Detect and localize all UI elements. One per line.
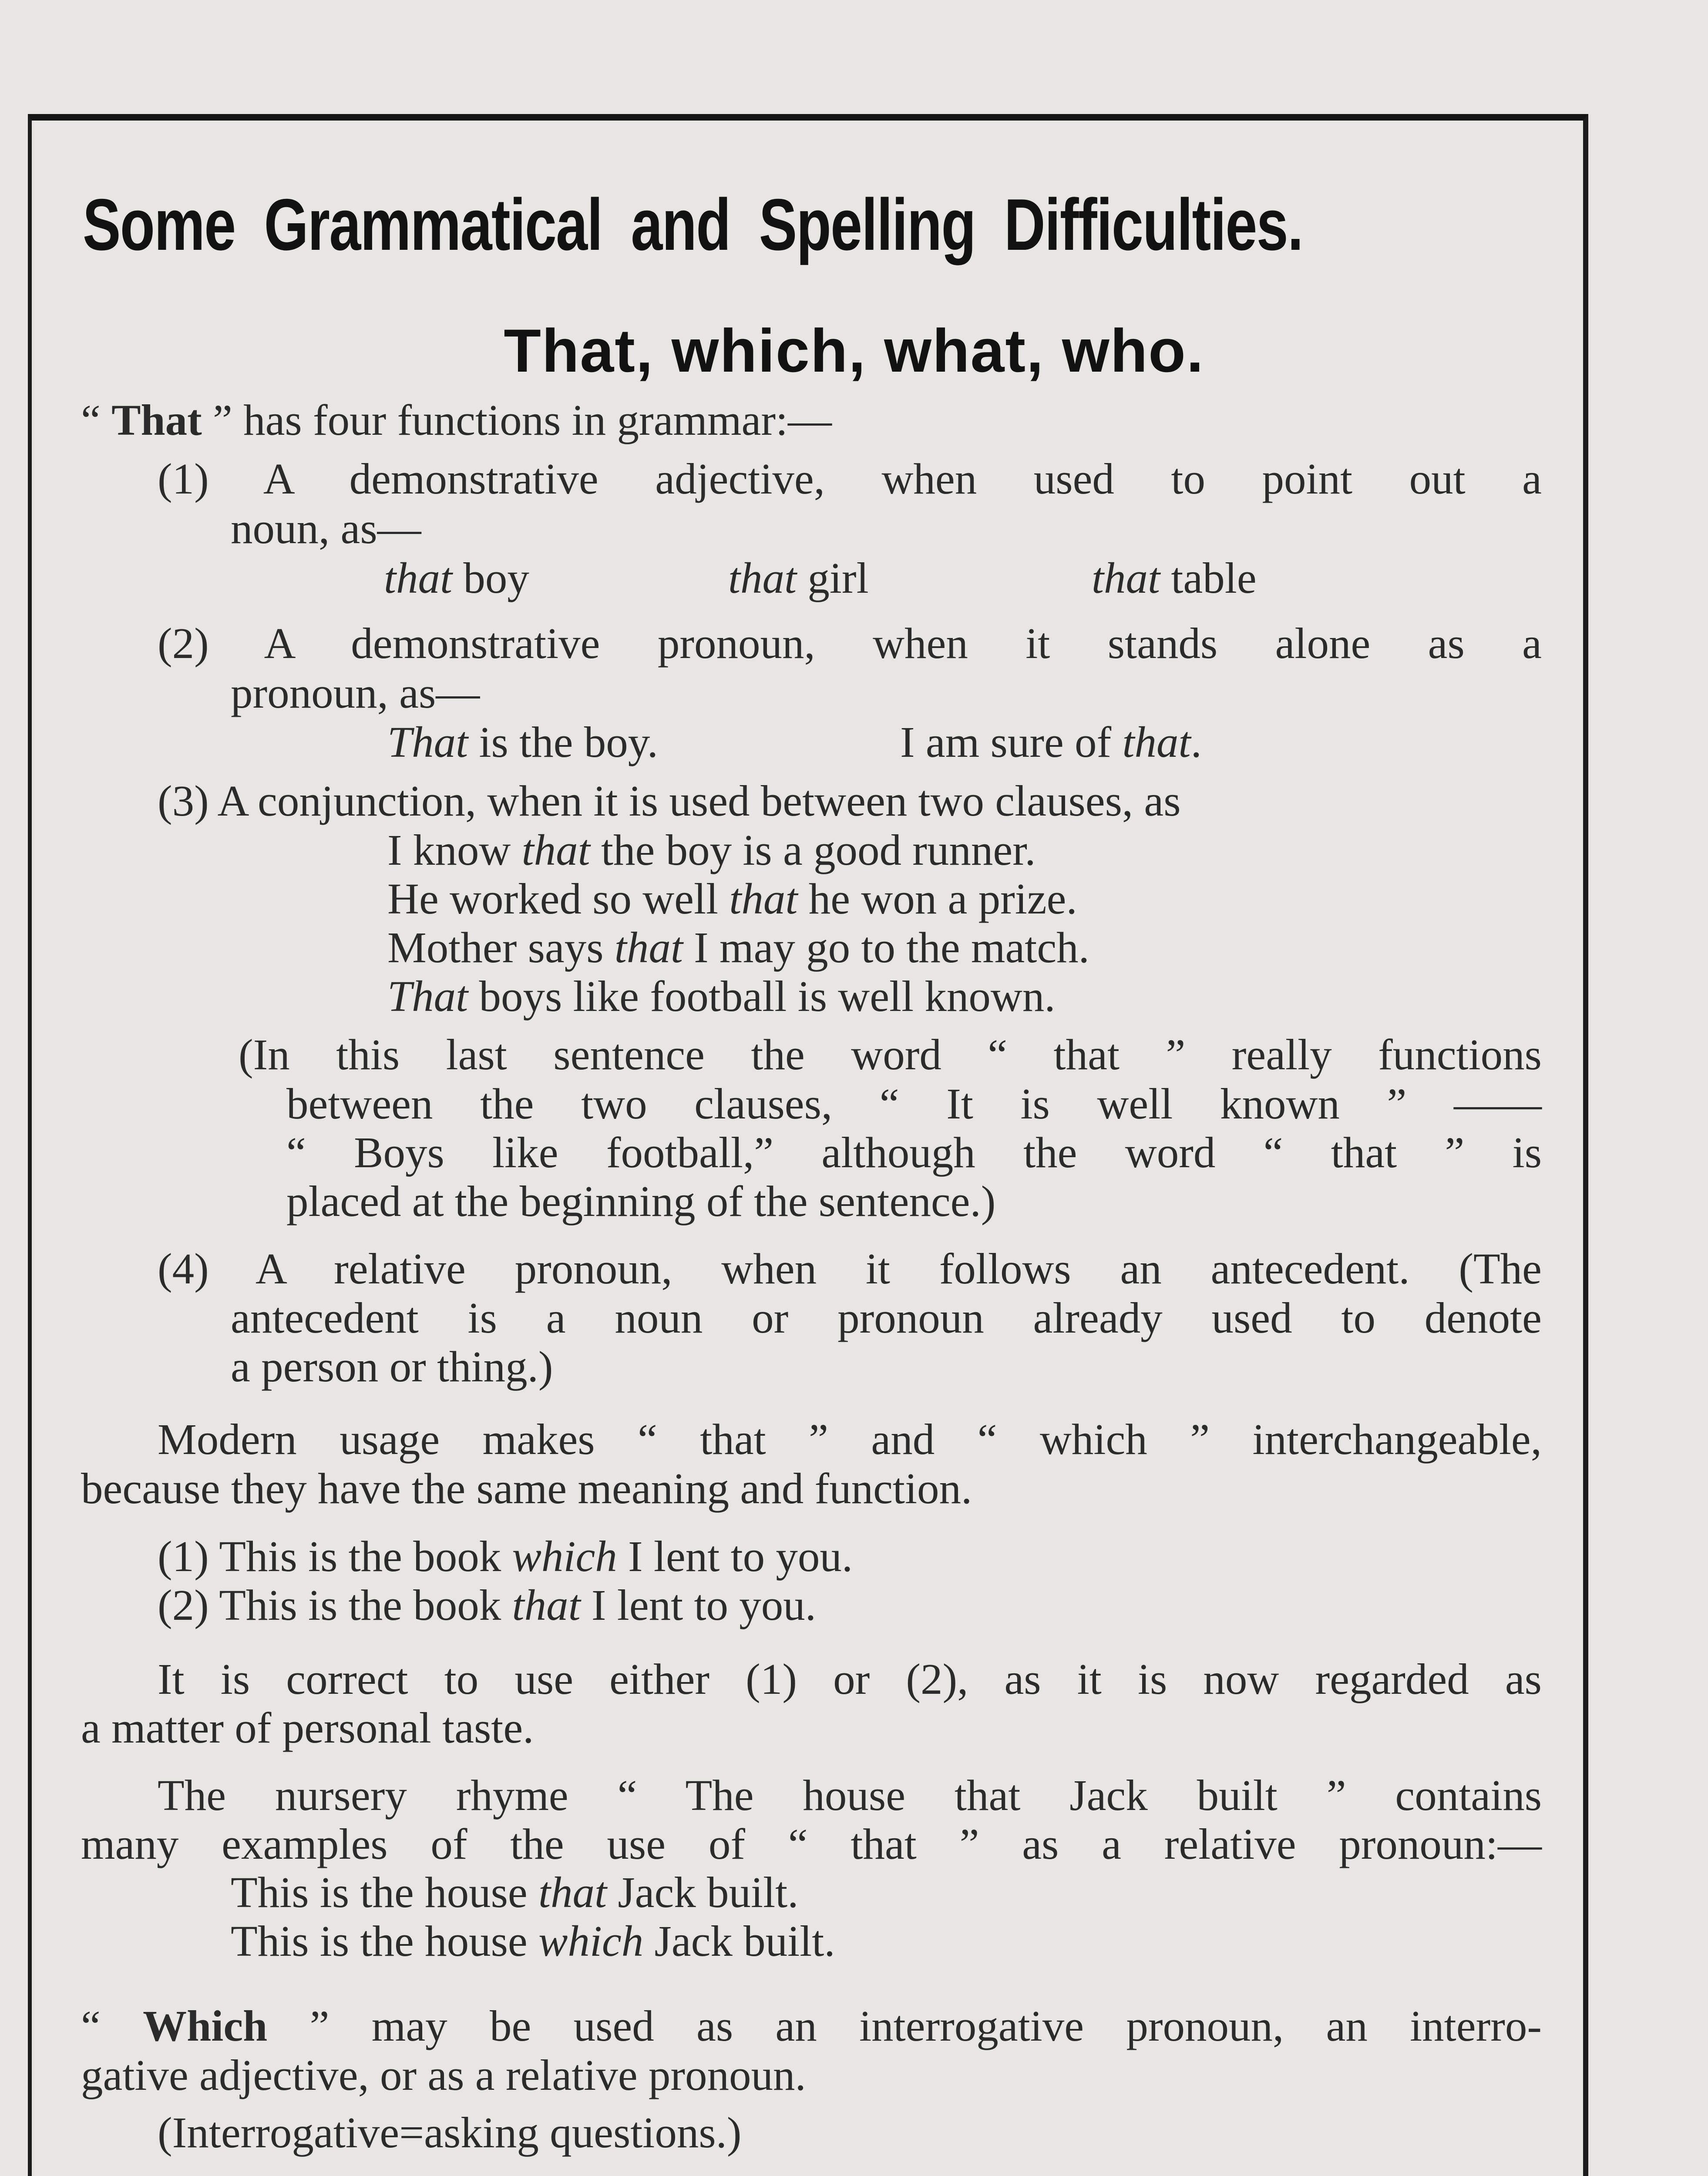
text-line: noun, as— — [231, 504, 421, 553]
list-item: (3) A conjunction, when it is used between two clauses, as — [158, 776, 1181, 825]
example: that table — [1092, 554, 1257, 602]
note-line: “ Boys like football,” although the word “ that ” is — [286, 1128, 1542, 1177]
list-item: (4) A relative pronoun, when it follows an antecedent. (The — [158, 1244, 1542, 1293]
note-line: placed at the beginning of the sentence.) — [286, 1177, 996, 1226]
paragraph-line: It is correct to use either (1) or (2), as it is now regarded as — [158, 1655, 1542, 1703]
paragraph-line: The nursery rhyme “ The house that Jack built ” contains — [158, 1771, 1542, 1820]
list-item: (1) This is the book which I lent to you. — [158, 1532, 853, 1581]
note-line: (In this last sentence the word “ that ” really functions — [239, 1030, 1542, 1079]
list-item: (1) A demonstrative adjective, when used to point out a — [158, 454, 1542, 503]
list-item: (2) This is the book that I lent to you. — [158, 1581, 817, 1629]
example: He worked so well that he won a prize. — [387, 874, 1077, 923]
paragraph-line: a matter of personal taste. — [81, 1703, 534, 1752]
paragraph-line: because they have the same meaning and function. — [81, 1464, 972, 1513]
paragraph-line: many examples of the use of “ that ” as a relative pronoun:— — [81, 1820, 1542, 1868]
paragraph-line: gative adjective, or as a relative pronoun. — [81, 2051, 806, 2099]
text-line: a person or thing.) — [231, 1342, 553, 1391]
example: that girl — [728, 554, 869, 602]
example: That boys like football is well known. — [387, 972, 1056, 1021]
text-line: antecedent is a noun or pronoun already used to denote — [231, 1293, 1542, 1342]
example: Mother says that I may go to the match. — [387, 923, 1089, 972]
paragraph-line: Modern usage makes “ that ” and “ which ” interchangeable, — [158, 1415, 1542, 1464]
list-item: (2) A demonstrative pronoun, when it stands alone as a — [158, 619, 1542, 668]
example: This is the house that Jack built. — [231, 1868, 799, 1917]
page-title: Some Grammatical and Spelling Difficulties. — [83, 184, 1303, 265]
example: That is the boy. — [387, 718, 658, 766]
section-heading: That, which, what, who. — [504, 316, 1204, 385]
paragraph-line: (Interrogative=asking questions.) — [158, 2108, 742, 2157]
example: that boy — [384, 554, 529, 602]
example: This is the house which Jack built. — [231, 1917, 835, 1965]
paragraph-line: “ Which ” may be used as an interrogative pronoun, an interro- — [81, 2001, 1542, 2050]
note-line: between the two clauses, “ It is well known ” —— — [286, 1079, 1542, 1128]
example: I know that the boy is a good runner. — [387, 826, 1036, 874]
text-line: pronoun, as— — [231, 668, 480, 717]
example: I am sure of that. — [900, 718, 1202, 766]
text-line: “ That ” has four functions in grammar:— — [81, 396, 832, 444]
